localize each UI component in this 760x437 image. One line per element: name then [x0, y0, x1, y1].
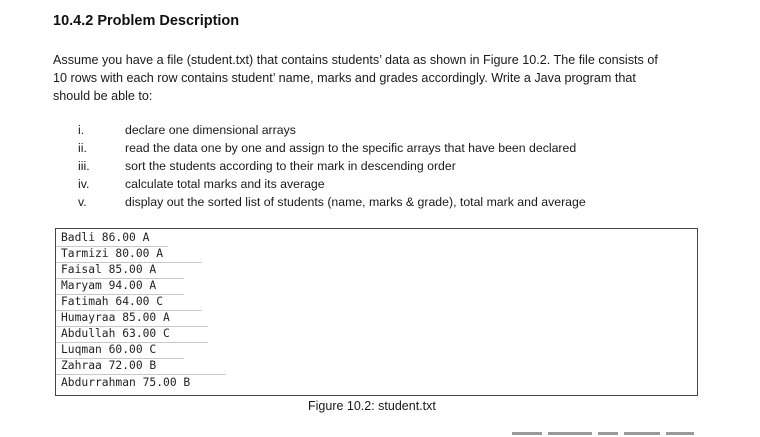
code-line: Humayraa 85.00 A [61, 311, 170, 324]
next-page-fragment [512, 432, 702, 437]
task-text: declare one dimensional arrays [125, 123, 296, 137]
task-number: ii. [78, 141, 87, 155]
code-line: Maryam 94.00 A [61, 279, 157, 292]
code-line: Badli 86.00 A [61, 231, 150, 244]
code-line: Fatimah 64.00 C [61, 295, 164, 308]
code-line: Zahraa 72.00 B [61, 359, 157, 372]
section-heading: 10.4.2 Problem Description [53, 13, 240, 29]
task-number: v. [78, 195, 87, 209]
code-line: Tarmizi 80.00 A [61, 247, 164, 260]
code-line: Abdullah 63.00 C [61, 327, 170, 340]
task-text: display out the sorted list of students (name, marks & grade), total mark and average [125, 195, 586, 209]
code-line: Luqman 60.00 C [61, 343, 157, 356]
paragraph-line: should be able to: [53, 89, 153, 103]
code-line: Faisal 85.00 A [61, 263, 157, 276]
paragraph-line: Assume you have a file (student.txt) that contains students’ data as shown in Figure 10.2. The file consists of [53, 53, 658, 67]
task-number: i. [78, 123, 85, 137]
task-number: iv. [78, 177, 90, 191]
task-text: read the data one by one and assign to the specific arrays that have been declared [125, 141, 577, 155]
line-separator [56, 374, 226, 375]
code-line: Abdurrahman 75.00 B [61, 376, 191, 389]
figure-caption: Figure 10.2: student.txt [308, 399, 436, 413]
file-contents-box [55, 228, 698, 396]
task-text: calculate total marks and its average [125, 177, 325, 191]
task-number: iii. [78, 159, 90, 173]
paragraph-line: 10 rows with each row contains student’ name, marks and grades accordingly. Write a Java program that [53, 71, 636, 85]
task-text: sort the students according to their mark in descending order [125, 159, 456, 173]
problem-paragraph [53, 51, 713, 105]
